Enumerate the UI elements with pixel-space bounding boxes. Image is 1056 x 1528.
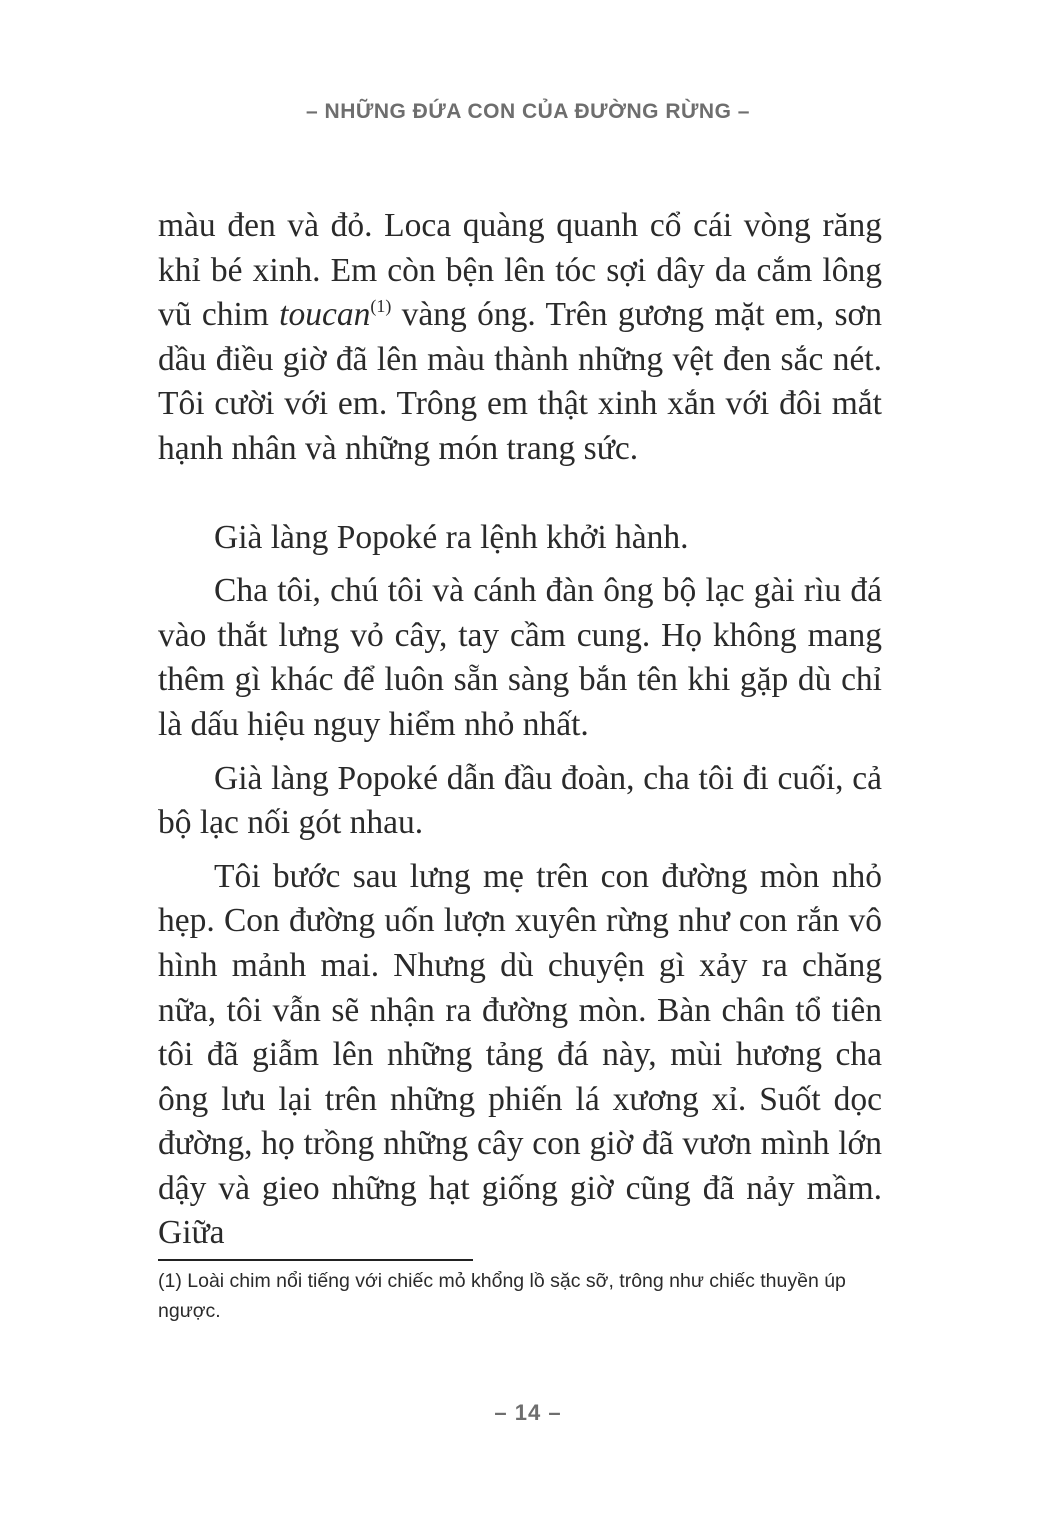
italic-term: toucan — [279, 296, 371, 334]
page-number: – 14 – — [494, 1400, 562, 1425]
paragraph-4: Già làng Popoké dẫn đầu đoàn, cha tôi đi cuối, cả bộ lạc nối gót nhau. — [158, 759, 882, 842]
paragraph-1-text: màu đen và đỏ. Loca quàng quanh cổ cái vòng răng khỉ bé xinh. Em còn bện lên tóc sợi dây da cắm lông vũ chim — [158, 207, 882, 334]
paragraph-5: Tôi bước sau lưng mẹ trên con đường mòn nhỏ hẹp. Con đường uốn lượn xuyên rừng như con rắn vô hình mảnh mai. Nhưng dù chuyện gì xảy ra chăng nữa, tôi vẫn sẽ nhận ra đường mòn. Bàn chân tổ tiên tôi đã giẫm lên những tảng đá này, mùi hương cha ông lưu lại trên những phiến lá xương xỉ. Suốt dọc đường, họ trồng những cây con giờ đã vươn mình lớn dậy và gieo những hạt giống giờ cũng đã nảy mầm. Giữa — [158, 857, 882, 1252]
paragraph-3: Cha tôi, chú tôi và cánh đàn ông bộ lạc gài rìu đá vào thắt lưng vỏ cây, tay cầm cung. Họ không mang thêm gì khác để luôn sẵn sàng bắn tên khi gặp dù chỉ là dấu hiệu nguy hiểm nhỏ nhất. — [158, 572, 882, 743]
footnote-divider — [158, 1259, 473, 1261]
body-text — [158, 204, 882, 1256]
footnote: (1) Loài chim nổi tiếng với chiếc mỏ khổng lồ sặc sỡ, trông như chiếc thuyền úp ngược. — [158, 1270, 846, 1322]
paragraph-1-text-continued: vàng óng. Trên gương mặt em, sơn dầu điều giờ đã lên màu thành những vệt đen sắc nét. Tôi cười với em. Trông em thật xinh xắn với đôi mắt hạnh nhân và những món trang sức. — [158, 296, 883, 467]
paragraph-2: Già làng Popoké ra lệnh khởi hành. — [214, 518, 689, 556]
running-header: – NHỮNG ĐỨA CON CỦA ĐƯỜNG RỪNG – — [306, 100, 750, 123]
footnote-reference: (1) — [370, 296, 392, 317]
paragraph-1 — [158, 204, 882, 472]
